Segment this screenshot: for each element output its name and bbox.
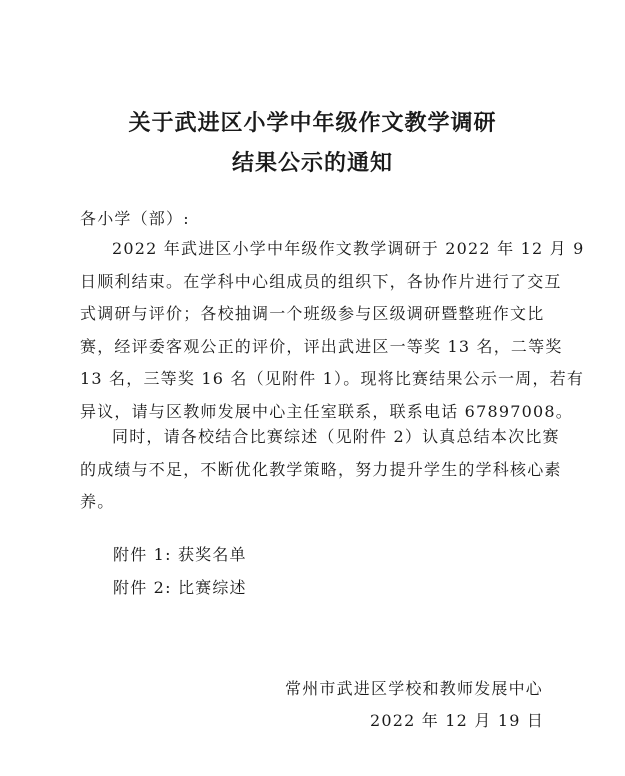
paragraph-2-line: 同时，请各校结合比赛综述（见附件 2）认真总结本次比赛 [112, 427, 560, 446]
attachment-2: 附件 2: 比赛综述 [113, 578, 247, 597]
paragraph-1-line: 式调研与评价；各校抽调一个班级参与区级调研暨整班作文比 [80, 304, 545, 323]
paragraph-1-line: 日顺利结束。在学科中心组成员的组织下，各协作片进行了交互 [80, 271, 562, 291]
document-title-line-1: 关于武进区小学中年级作文教学调研 [128, 110, 497, 136]
paragraph-2-line: 的成绩与不足，不断优化教学策略，努力提升学生的学科核心素 [80, 459, 562, 479]
signature-date: 2022 年 12 月 19 日 [370, 711, 545, 730]
paragraph-1-line: 异议，请与区教师发展中心主任室联系，联系电话 67897008。 [80, 401, 573, 421]
attachment-1: 附件 1: 获奖名单 [113, 545, 247, 564]
paragraph-1 [80, 233, 585, 428]
paragraph-1-line: 赛，经评委客观公正的评价，评出武进区一等奖 13 名，二等奖 [80, 336, 563, 356]
document-title-line-2: 结果公示的通知 [231, 150, 393, 176]
salutation: 各小学（部）: [80, 209, 190, 228]
paragraph-1-line: 2022 年武进区小学中年级作文教学调研于 2022 年 12 月 9 [112, 239, 585, 258]
paragraph-2 [80, 421, 562, 519]
paragraph-1-line: 13 名，三等奖 16 名（见附件 1）。现将比赛结果公示一周，若有 [80, 369, 585, 388]
paragraph-2-line: 养。 [80, 492, 115, 511]
signature-organization: 常州市武进区学校和教师发展中心 [285, 679, 544, 698]
